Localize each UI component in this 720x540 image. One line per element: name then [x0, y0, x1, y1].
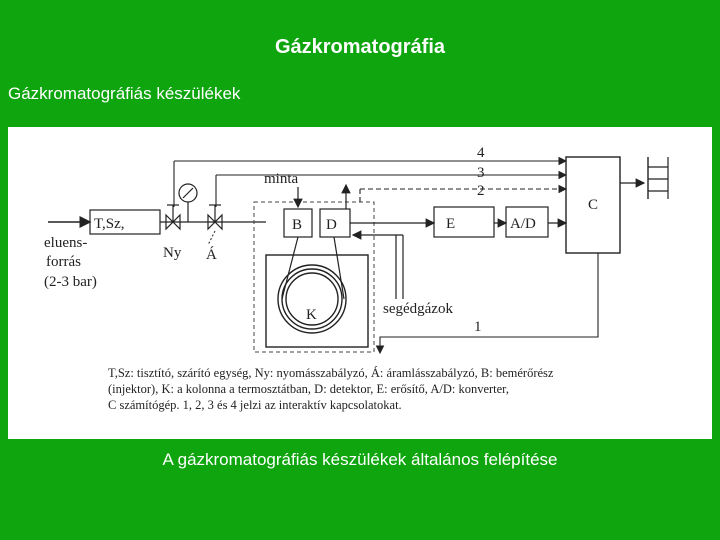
flow-regulator-valve [208, 205, 222, 245]
chromatogram-output-icon [648, 157, 668, 199]
connection-2-label: 2 [477, 183, 485, 199]
eluent-source-label-1: eluens- [44, 235, 88, 251]
pressure-regulator-valve [166, 205, 180, 229]
manometer-icon [179, 184, 197, 222]
legend-line-1: T,Sz: tisztító, szárító egység, Ny: nyomásszabályzó, Á: áramlásszabályzó, B: bemérőrész [108, 366, 554, 380]
purifier-label: T,Sz, [94, 216, 125, 232]
eluent-source-label-2: forrás [46, 254, 81, 270]
aux-gases-label: segédgázok [383, 301, 453, 317]
connection-1-label: 1 [474, 319, 482, 335]
column-label: K [306, 307, 317, 323]
pressure-regulator-label: Ny [163, 245, 182, 261]
gc-schematic-svg [8, 127, 712, 439]
flow-regulator-label: Á [206, 247, 217, 263]
legend-line-3: C számítógép. 1, 2, 3 és 4 jelzi az interaktív kapcsolatokat. [108, 398, 402, 412]
sample-label: minta [264, 171, 299, 187]
computer-label: C [588, 197, 599, 213]
detector-label: D [326, 217, 337, 233]
gc-schematic-diagram [8, 127, 712, 439]
page-title: Gázkromatográfia [274, 36, 446, 58]
connection-3-label: 3 [477, 165, 485, 181]
injector-label: B [292, 217, 303, 233]
eluent-source-label-3: (2-3 bar) [44, 274, 97, 290]
amplifier-label: E [446, 216, 456, 232]
amplifier-box [434, 207, 494, 237]
legend-line-2: (injektor), K: a kolonna a termosztátban, D: detektor, E: erősítő, A/D: konverter, [108, 382, 509, 396]
ad-converter-label: A/D [510, 216, 536, 232]
diagram-caption: A gázkromatográfiás készülékek általános felépítése [162, 450, 558, 469]
page-subtitle: Gázkromatográfiás készülékek [8, 84, 241, 103]
connection-4-label: 4 [477, 145, 485, 161]
